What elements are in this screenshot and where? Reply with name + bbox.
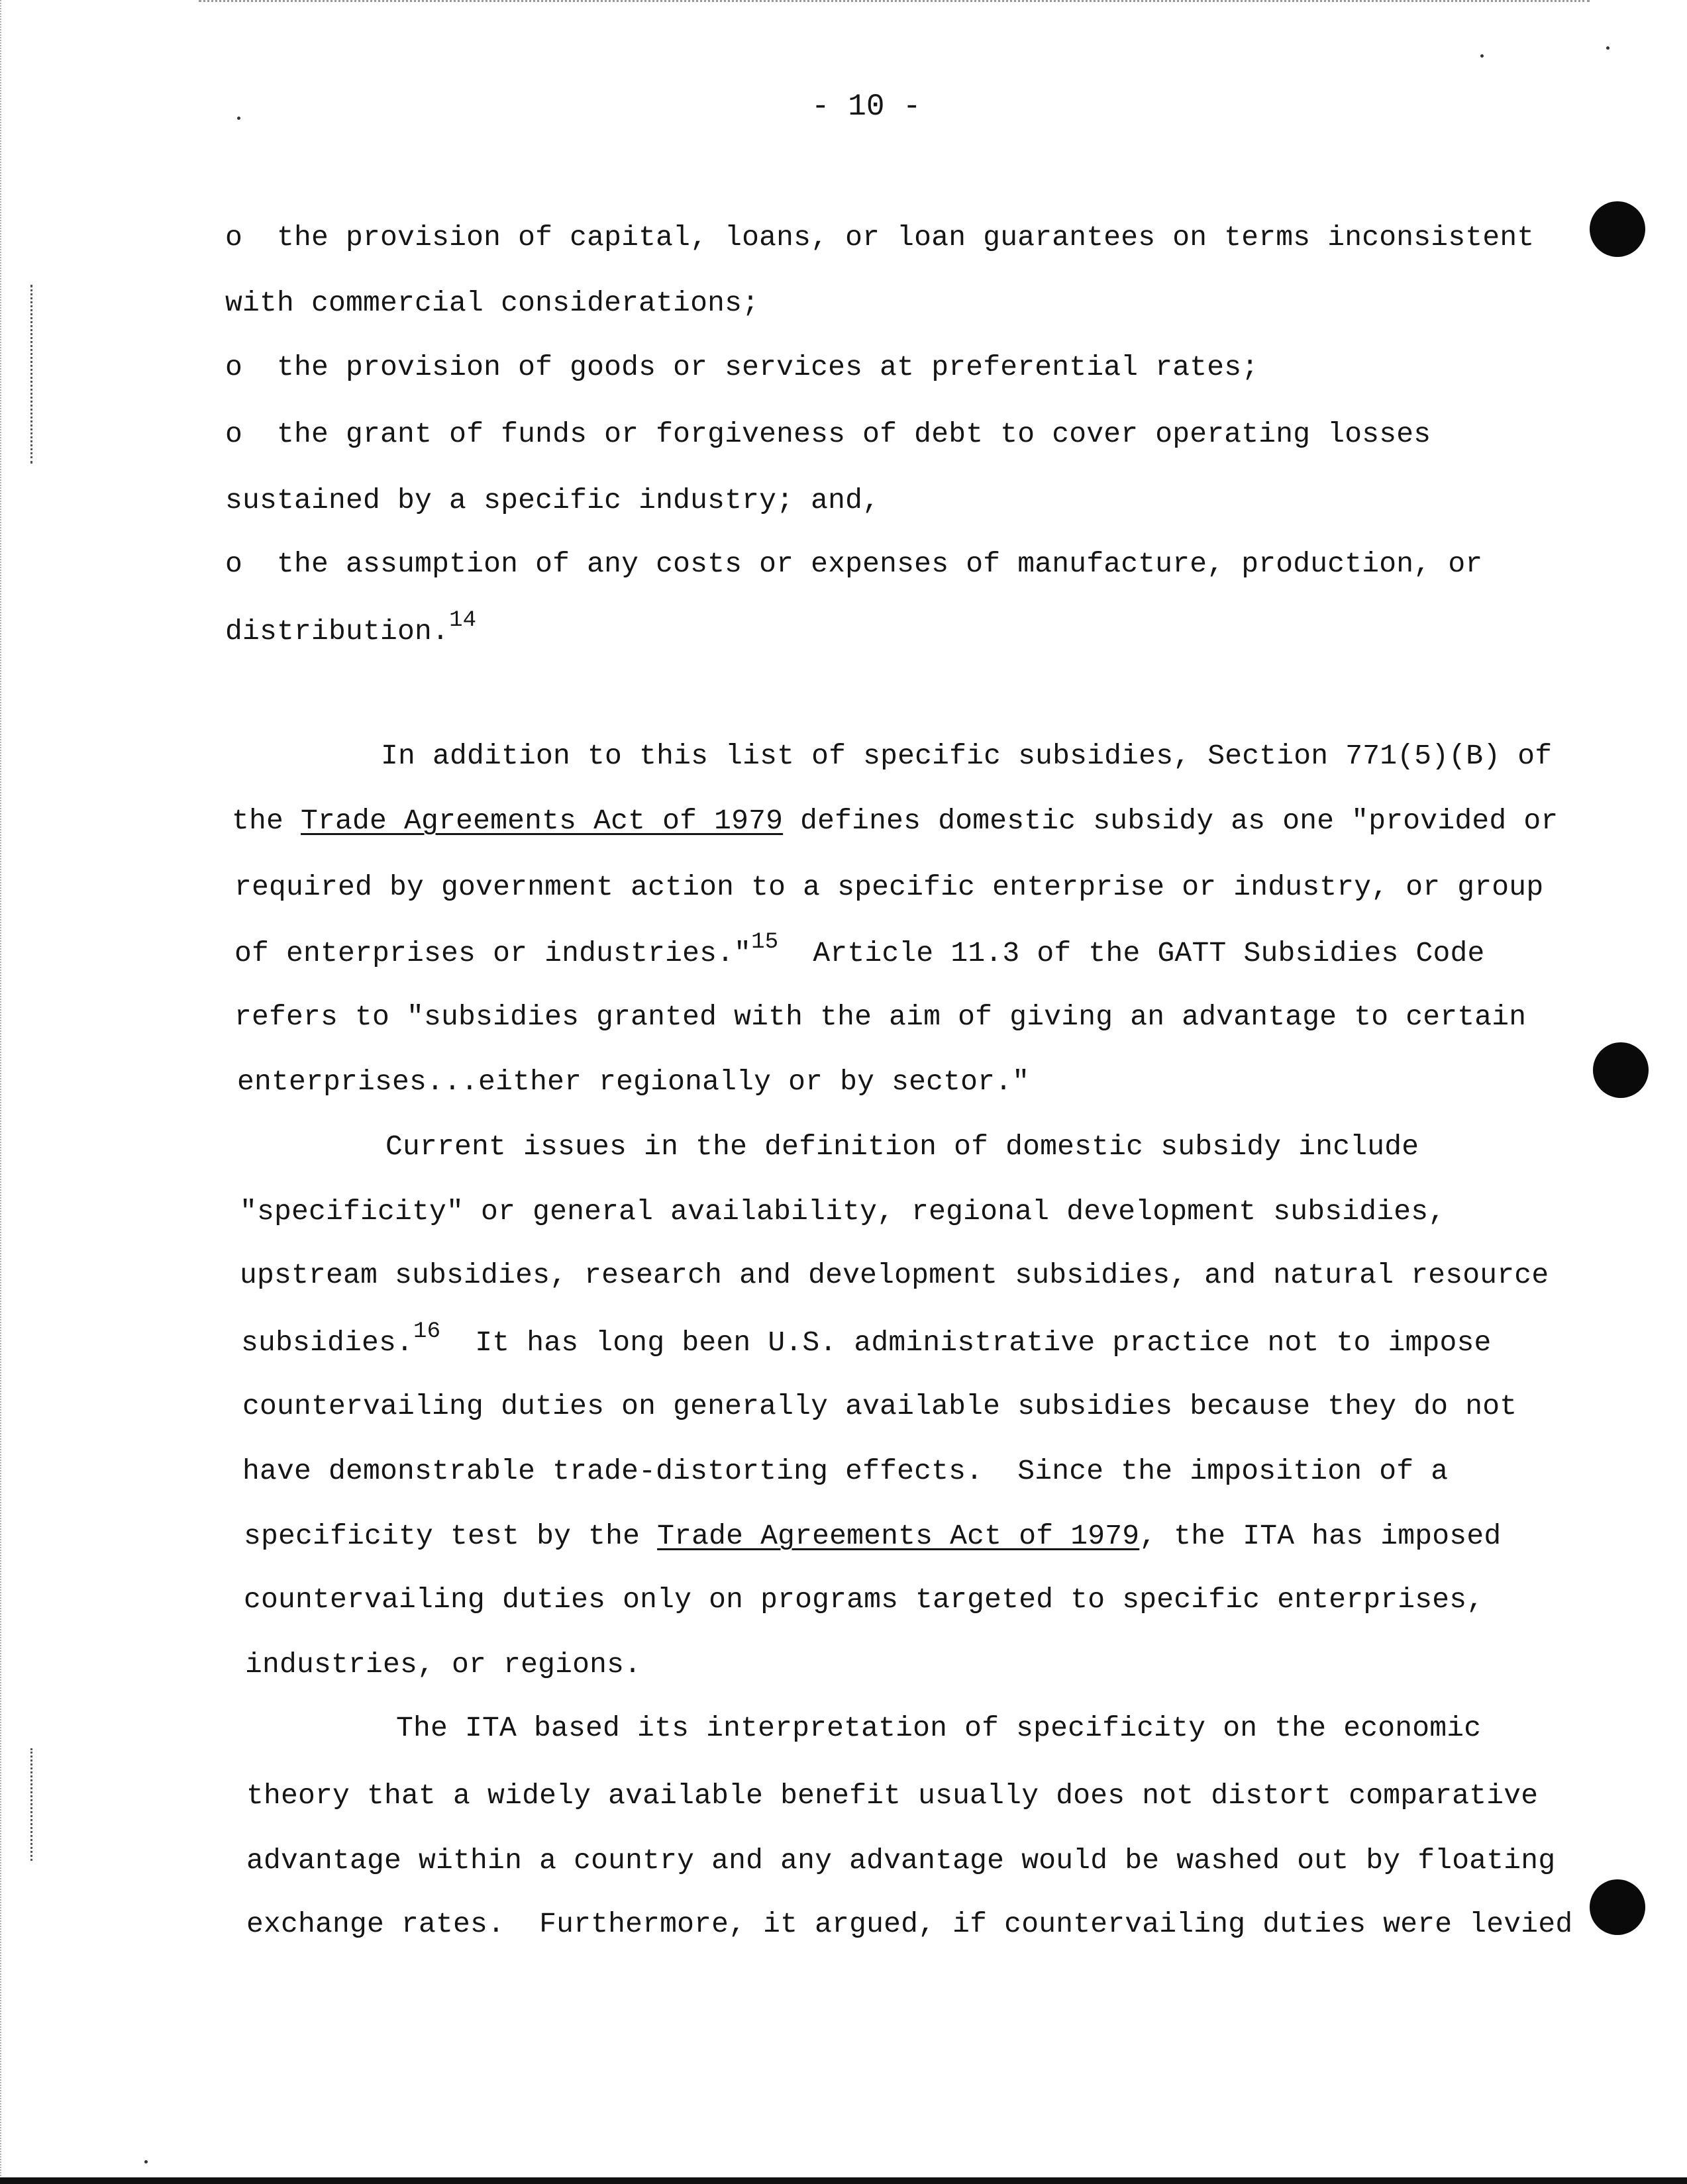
scan-edge-left xyxy=(0,0,5,2184)
para2-line-8: countervailing duties only on programs targeted to specific enterprises, xyxy=(244,1583,1484,1616)
para1-line-5: refers to "subsidies granted with the aim of giving an advantage to certain xyxy=(234,1001,1527,1033)
bullet-4-line-1 xyxy=(225,547,1482,581)
bullet-marker: o xyxy=(225,418,243,450)
para2-line-9: industries, or regions. xyxy=(245,1648,642,1681)
bullet-1-line-1 xyxy=(225,221,1534,255)
para2-line-5: countervailing duties on generally available subsidies because they do not xyxy=(242,1390,1517,1422)
binder-hole-top xyxy=(1590,201,1645,257)
scan-edge-bottom xyxy=(0,2177,1687,2184)
para1-line-2: the Trade Agreements Act of 1979 defines domestic subsidy as one "provided or xyxy=(232,805,1559,837)
para2-line-1: Current issues in the definition of domestic subsidy include xyxy=(385,1130,1419,1163)
footnote-ref: 14 xyxy=(449,608,477,633)
bullet-3-line-2: sustained by a specific industry; and, xyxy=(225,484,880,517)
bullet-text: the assumption of any costs or expenses of manufacture, production, or xyxy=(277,548,1483,580)
act-title: Trade Agreements Act of 1979 xyxy=(301,805,784,837)
binder-hole-middle xyxy=(1593,1042,1649,1098)
para1-line-4: of enterprises or industries."$^{15}$ Article 11.3 of the GATT Subsidies Code xyxy=(234,930,1485,969)
scan-speck xyxy=(144,2160,148,2163)
bullet-1-line-2: with commercial considerations; xyxy=(225,287,760,319)
bullet-3-line-1 xyxy=(225,417,1431,452)
para2-line-3: upstream subsidies, research and development subsidies, and natural resource xyxy=(240,1259,1549,1291)
para3-line-4: exchange rates. Furthermore, it argued, if countervailing duties were levied xyxy=(246,1908,1573,1940)
bullet-text: the grant of funds or forgiveness of debt to cover operating losses xyxy=(277,418,1431,450)
bullet-marker: o xyxy=(225,221,243,254)
footnote-ref: 16 xyxy=(413,1319,441,1344)
para2-line-2: "specificity" or general availability, regional development subsidies, xyxy=(240,1195,1446,1228)
scan-speck xyxy=(1606,46,1610,50)
scan-speck xyxy=(237,117,240,120)
para2-line-4: subsidies.$^{16}$ It has long been U.S. administrative practice not to impose xyxy=(241,1319,1492,1359)
bullet-text: the provision of capital, loans, or loan guarantees on terms inconsistent xyxy=(277,221,1535,254)
para3-line-2: theory that a widely available benefit usually does not distort comparative xyxy=(246,1779,1539,1812)
para2-line-6: have demonstrable trade-distorting effects. Since the imposition of a xyxy=(242,1455,1449,1487)
bullet-marker: o xyxy=(225,548,243,580)
binder-hole-bottom xyxy=(1590,1879,1645,1935)
scan-artifact xyxy=(30,285,34,464)
scan-speck xyxy=(1480,54,1484,58)
bullet-marker: o xyxy=(225,351,243,383)
para3-line-1: The ITA based its interpretation of specificity on the economic xyxy=(396,1712,1482,1744)
para1-line-3: required by government action to a specific enterprise or industry, or group xyxy=(234,871,1544,903)
scan-artifact xyxy=(30,1748,34,1861)
para2-line-7: specificity test by the Trade Agreements Act of 1979, the ITA has imposed xyxy=(244,1520,1502,1552)
bullet-2-line-1 xyxy=(225,350,1258,385)
page-number: - 10 - xyxy=(811,89,921,124)
act-title: Trade Agreements Act of 1979 xyxy=(657,1520,1140,1552)
bullet-text: the provision of goods or services at preferential rates; xyxy=(277,351,1259,383)
scan-edge-top xyxy=(199,0,1590,5)
bullet-4-line-2: distribution.$^{14}$ xyxy=(225,608,477,648)
para3-line-3: advantage within a country and any advantage would be washed out by floating xyxy=(246,1844,1556,1877)
para1-line-1: In addition to this list of specific subsidies, Section 771(5)(B) of xyxy=(381,740,1553,772)
para1-line-6: enterprises...either regionally or by sector." xyxy=(237,1066,1030,1098)
footnote-ref: 15 xyxy=(751,930,779,955)
